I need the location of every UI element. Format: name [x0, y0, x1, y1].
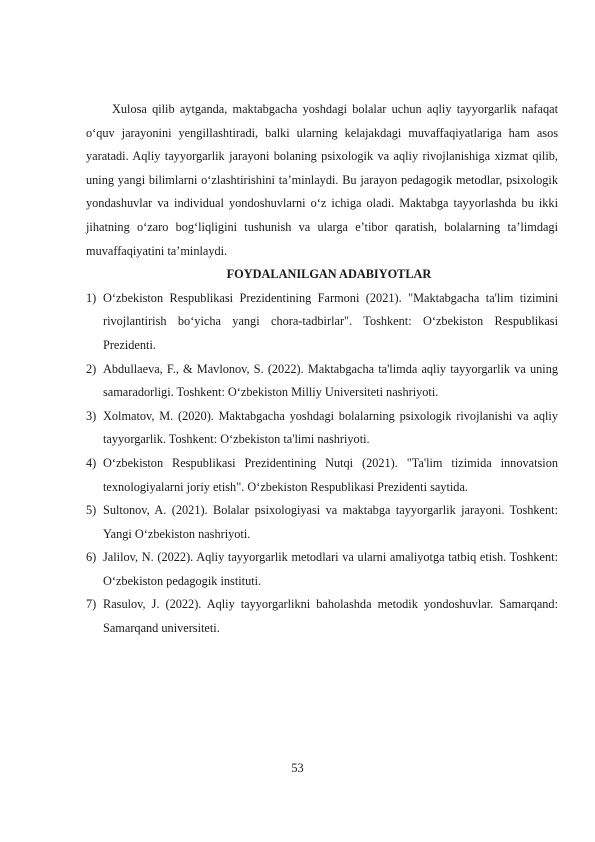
reference-item: [86, 405, 558, 452]
reference-text: O‘zbekiston Respublikasi Prezidentining Nutqi (2021). "Ta'lim tizimida innovatsion texnologiyalarni joriy etish". O‘zbekiston Respublikasi Prezidenti saytida.: [103, 455, 558, 494]
reference-number: 6): [86, 550, 97, 565]
reference-number: 1): [86, 290, 97, 305]
reference-item: [86, 358, 558, 405]
reference-item: [86, 546, 558, 593]
reference-number: 2): [86, 361, 97, 376]
page-number: 53: [291, 761, 304, 775]
reference-text: Rasulov, J. (2022). Aqliy tayyorgarlikni baholashda metodik yondoshuvlar. Samarqand: Samarqand universiteti.: [103, 597, 558, 636]
reference-text: Sultonov, A. (2021). Bolalar psixologiyasi va maktabga tayyorgarlik jarayoni. Toshkent: Yangi O‘zbekiston nashriyoti.: [103, 503, 558, 541]
conclusion-paragraph: Xulosa qilib aytganda, maktabgacha yoshdagi bolalar uchun aqliy tayyorgarlik nafaqat o‘quv jarayonini yengillashtiradi, balki ularning kelajakdagi muvaffaqiyatlariga ham asos yaratadi. Aqliy tayyorgarlik jarayoni bolaning psixologik va aqliy rivojlanishiga xizmat qilib, uning yangi bilimlarni o‘zlashtirishini ta’minlaydi. Bu jarayon pedagogik metodlar, psixologik yondashuvlar va individual yondoshuvlarni o‘z ichiga oladi. Maktabga tayyorlashda bu ikki jihatning o‘zaro bog‘liqligini tushunish va ularga e’tibor qaratish, bolalarning ta’limdagi muvaffaqiyatini ta’minlaydi.: [86, 102, 558, 258]
reference-text: Abdullaeva, F., & Mavlonov, S. (2022). Maktabgacha ta'limda aqliy tayyorgarlik va uning samaradorligi. Toshkent: O‘zbekiston Milliy Universiteti nashriyoti.: [103, 361, 558, 400]
page-content: [86, 98, 558, 641]
reference-number: 5): [86, 503, 97, 518]
reference-number: 3): [86, 408, 97, 423]
reference-item: [86, 593, 558, 640]
references-list: [86, 287, 558, 641]
reference-item: [86, 287, 558, 358]
reference-number: 4): [86, 455, 97, 470]
reference-text: Xolmatov, M. (2020). Maktabgacha yoshdagi bolalarning psixologik rivojlanishi va aqliy tayyorgarlik. Toshkent: O‘zbekiston ta'limi nashriyoti.: [103, 408, 558, 447]
reference-text: O‘zbekiston Respublikasi Prezidentining Farmoni (2021). "Maktabgacha ta'lim tizimini rivojlantirish bo‘yicha yangi chora-tadbirlar". Toshkent: O‘zbekiston Respublikasi Prezidenti.: [103, 290, 558, 352]
references-heading: FOYDALANILGAN ADABIYOTLAR: [226, 267, 432, 282]
reference-item: [86, 452, 558, 499]
reference-text: Jalilov, N. (2022). Aqliy tayyorgarlik metodlari va ularni amaliyotga tatbiq etish. Toshkent: O‘zbekiston pedagogik instituti.: [103, 550, 558, 588]
reference-number: 7): [86, 597, 97, 612]
reference-item: [86, 499, 558, 546]
